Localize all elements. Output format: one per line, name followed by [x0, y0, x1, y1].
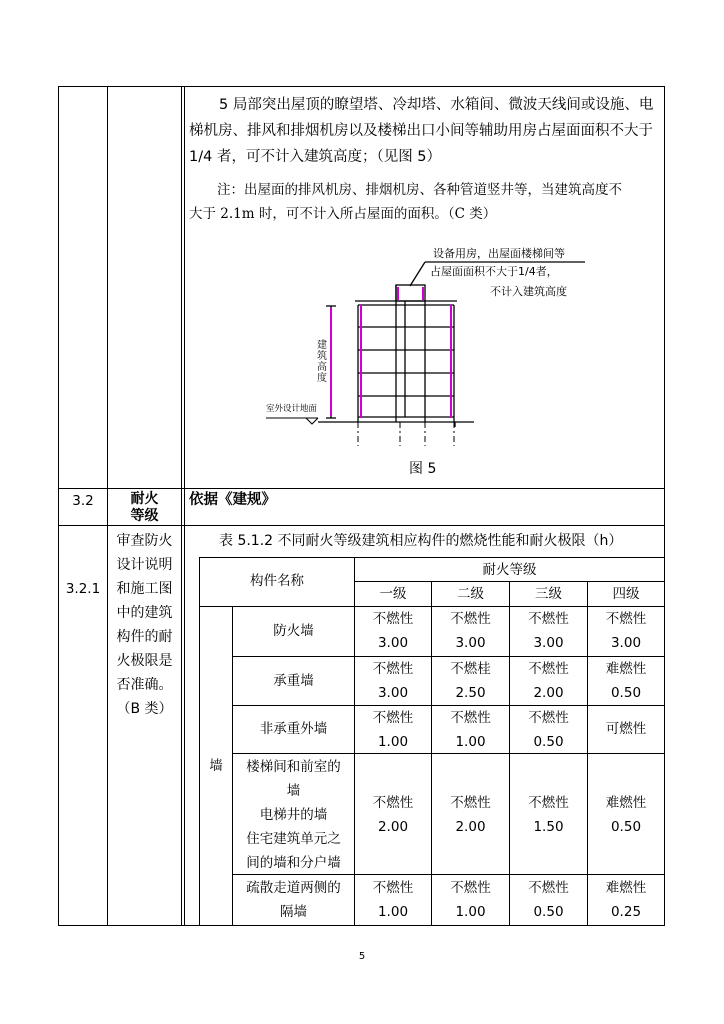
- table-cell: 不燃性 3.00: [528, 611, 569, 651]
- table-cell: 不燃性 0.50: [528, 880, 569, 920]
- table-cell: 不燃性 3.00: [372, 611, 414, 651]
- grade-header: 四级: [612, 586, 640, 602]
- component-name: 承重墙: [273, 673, 314, 689]
- note-line: 大于 2.1m 时，可不计入所占屋面的面积。（C 类）: [189, 206, 497, 222]
- grade-header: 三级: [535, 586, 562, 602]
- desc-line: 构件的耐: [116, 629, 173, 645]
- table-cell: 不燃性 1.00: [372, 710, 414, 750]
- figure-height-label: 建筑高度: [317, 340, 327, 384]
- component-name: 防火墙: [273, 623, 314, 639]
- paragraph-line: 5 局部突出屋顶的瞭望塔、冷却塔、水箱间、微波天线间或设施、电: [219, 97, 654, 113]
- component-name-multiline: 疏散走道两侧的 隔墙: [246, 880, 341, 920]
- desc-line: 审查防火: [116, 533, 173, 549]
- component-name: 非承重外墙: [259, 721, 328, 737]
- table-cell: 不燃性 1.00: [450, 880, 491, 920]
- row-c-description: [108, 529, 181, 721]
- paragraph-line: 梯机房、排风和排烟机房以及楼梯出口小间等辅助用房占屋面面积不大于: [189, 123, 653, 139]
- table-cell: 难燃性 0.50: [605, 795, 647, 835]
- desc-line: 火极限是: [116, 653, 173, 669]
- table-cell: 不燃性 0.50: [528, 710, 569, 750]
- table-cell: 不燃性 1.00: [372, 880, 414, 920]
- figure-label-top: 设备用房，出屋面楼梯间等: [433, 247, 565, 260]
- grade-header: 一级: [379, 586, 407, 602]
- row-b-number: 3.2: [72, 493, 94, 509]
- table-cell: 不燃性 2.00: [450, 795, 491, 835]
- figure-label-mid: 占屋面面积不大于1/4者，: [430, 265, 558, 278]
- table-cell: 难燃性 0.50: [605, 661, 647, 701]
- table-cell: 不燃性 1.50: [528, 795, 569, 835]
- table-cell: 不燃性 2.00: [372, 795, 414, 835]
- table-cell: 不燃桂 2.50: [450, 661, 491, 701]
- note-line: 注：出屋面的排风机房、排烟机房、各种管道竖井等，当建筑高度不: [217, 182, 622, 198]
- group-label-wall: 墙: [209, 758, 223, 774]
- table-title: 表 5.1.2 不同耐火等级建筑相应构件的燃烧性能和耐火极限（h）: [219, 533, 623, 549]
- desc-line: 设计说明: [116, 557, 173, 573]
- table-cell: 不燃性 3.00: [605, 611, 647, 651]
- header-grade: 耐火等级: [482, 562, 537, 578]
- header-component: 构件名称: [250, 573, 304, 589]
- table-cell: 不燃性 1.00: [450, 710, 491, 750]
- row-b-title-line2: 等级: [130, 508, 159, 524]
- table-cell: 不燃性 3.00: [450, 611, 491, 651]
- grade-header: 二级: [457, 586, 484, 602]
- row-c-number: 3.2.1: [65, 581, 101, 597]
- page-number: 5: [358, 951, 366, 962]
- figure-label-bottom: 不计入建筑高度: [490, 285, 567, 298]
- row-b-content: 依据《建规》: [189, 492, 276, 508]
- table-cell: 难燃性 0.25: [605, 880, 647, 920]
- desc-line: 中的建筑: [116, 605, 173, 621]
- table-cell: 不燃性 2.00: [528, 661, 569, 701]
- desc-line: （B 类）: [116, 701, 173, 717]
- component-name-multiline: 楼梯间和前室的 墙 电梯井的墙 住宅建筑单元之 间的墙和分户墙: [246, 759, 341, 871]
- row-b-title-line1: 耐火: [130, 491, 159, 507]
- desc-line: 和施工图: [116, 581, 173, 597]
- desc-line: 否准确。: [116, 677, 173, 693]
- table-cell: 不燃性 3.00: [372, 661, 414, 701]
- figure-caption: 图 5: [409, 461, 437, 477]
- inner-line: [199, 557, 200, 925]
- figure-ground-label: 室外设计地面: [266, 404, 318, 414]
- table-cell: 可燃性: [605, 721, 647, 737]
- paragraph-line: 1/4 者，可不计入建筑高度；（见图 5）: [189, 149, 442, 165]
